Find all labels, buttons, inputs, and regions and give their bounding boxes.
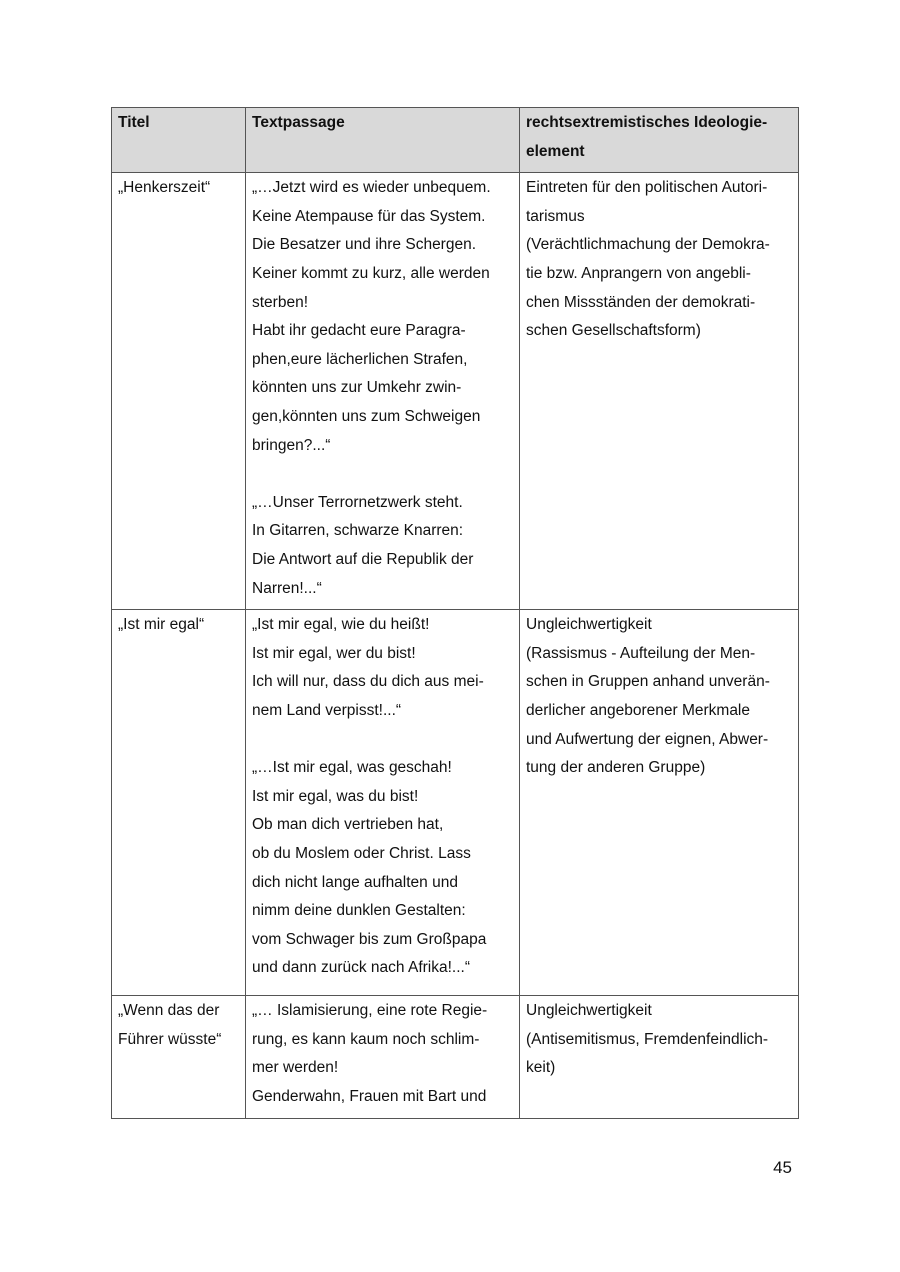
passage-cell-line: „…Ist mir egal, was geschah! [252,759,452,777]
table-row [112,173,799,610]
passage-cell-line: „…Unser Terrornetzwerk steht. [252,493,463,511]
header-title: Titel [112,108,246,173]
page-number: 45 [773,1158,792,1177]
blank-line [252,726,513,755]
passage-cell-line: mer werden! [252,1059,339,1077]
element-cell-line: und Aufwertung der eignen, Abwer- [526,730,769,748]
title-cell-line: Führer wüsste“ [118,1030,222,1048]
blank-line [252,460,513,489]
passage-cell-line: nimm deine dunklen Gestalten: [252,902,466,920]
passage-cell-line: sterben! [252,293,309,311]
passage-cell-line: Ist mir egal, wer du bist! [252,644,416,662]
passage-cell-line: Ich will nur, dass du dich aus mei- [252,673,484,691]
passage-cell-line: Habt ihr gedacht eure Paragra- [252,322,466,340]
passage-cell-line: phen,eure lächerlichen Strafen, [252,350,468,368]
passage-cell-line: Ist mir egal, was du bist! [252,787,419,805]
element-cell-line: tarismus [526,207,585,225]
element-cell-line: chen Missständen der demokrati- [526,293,756,311]
passage-cell-line: Keiner kommt zu kurz, alle werden [252,264,490,282]
passage-cell-line: Genderwahn, Frauen mit Bart und [252,1087,487,1105]
element-cell-line: tie bzw. Anprangern von angebli- [526,264,751,282]
header-element-line: rechtsextremistisches Ideologie- [526,114,768,131]
passage-cell-line: rung, es kann kaum noch schlim- [252,1030,480,1048]
element-cell-line: (Rassismus - Aufteilung der Men- [526,644,756,662]
element-cell-line: derlicher angeborener Merkmale [526,701,751,719]
title-cell [112,173,246,610]
title-cell [112,996,246,1118]
element-cell-line: (Verächtlichmachung der Demokra- [526,236,770,254]
passage-cell-line: Die Antwort auf die Republik der [252,550,474,568]
passage-cell-line: ob du Moslem oder Christ. Lass [252,844,471,862]
element-cell-line: schen in Gruppen anhand unverän- [526,673,770,691]
element-cell-line: tung der anderen Gruppe) [526,759,706,777]
passage-cell [246,610,520,996]
passage-cell-line: bringen?...“ [252,436,331,454]
element-cell-line: (Antisemitismus, Fremdenfeindlich- [526,1030,769,1048]
table-row [112,610,799,996]
passage-cell-line: In Gitarren, schwarze Knarren: [252,522,464,540]
passage-cell [246,996,520,1118]
header-element-line: element [526,142,585,160]
header-element [520,108,799,173]
passage-cell-line: nem Land verpisst!...“ [252,701,402,719]
title-cell-line: „Wenn das der [118,1002,220,1020]
passage-cell-line: könnten uns zur Umkehr zwin- [252,379,462,397]
passage-cell-line: Die Besatzer und ihre Schergen. [252,236,477,254]
passage-cell-line: „Ist mir egal, wie du heißt! [252,616,430,634]
passage-cell-line: Narren!...“ [252,579,322,597]
ideology-table [111,107,799,1119]
table-header-row [112,108,799,173]
passage-cell-line: vom Schwager bis zum Großpapa [252,930,487,948]
passage-cell-line: „… Islamisierung, eine rote Regie- [252,1002,488,1020]
element-cell-line: Ungleichwertigkeit [526,616,652,634]
passage-cell-line: dich nicht lange aufhalten und [252,873,458,891]
passage-cell-line: und dann zurück nach Afrika!...“ [252,959,470,977]
element-cell-line: schen Gesellschaftsform) [526,322,701,340]
element-cell-line: keit) [526,1059,556,1077]
title-cell [112,610,246,996]
element-cell [520,173,799,610]
passage-cell-line: Keine Atempause für das System. [252,207,486,225]
passage-cell-line: gen,könnten uns zum Schweigen [252,407,481,425]
element-cell [520,610,799,996]
element-cell [520,996,799,1118]
passage-cell-line: Ob man dich vertrieben hat, [252,816,444,834]
title-cell-line: „Ist mir egal“ [118,616,205,634]
header-passage: Textpassage [246,108,520,173]
passage-cell-line: „…Jetzt wird es wieder unbequem. [252,179,491,197]
passage-cell [246,173,520,610]
title-cell-line: „Henkerszeit“ [118,179,211,197]
table-row [112,996,799,1118]
element-cell-line: Eintreten für den politischen Autori- [526,179,768,197]
element-cell-line: Ungleichwertigkeit [526,1002,652,1020]
